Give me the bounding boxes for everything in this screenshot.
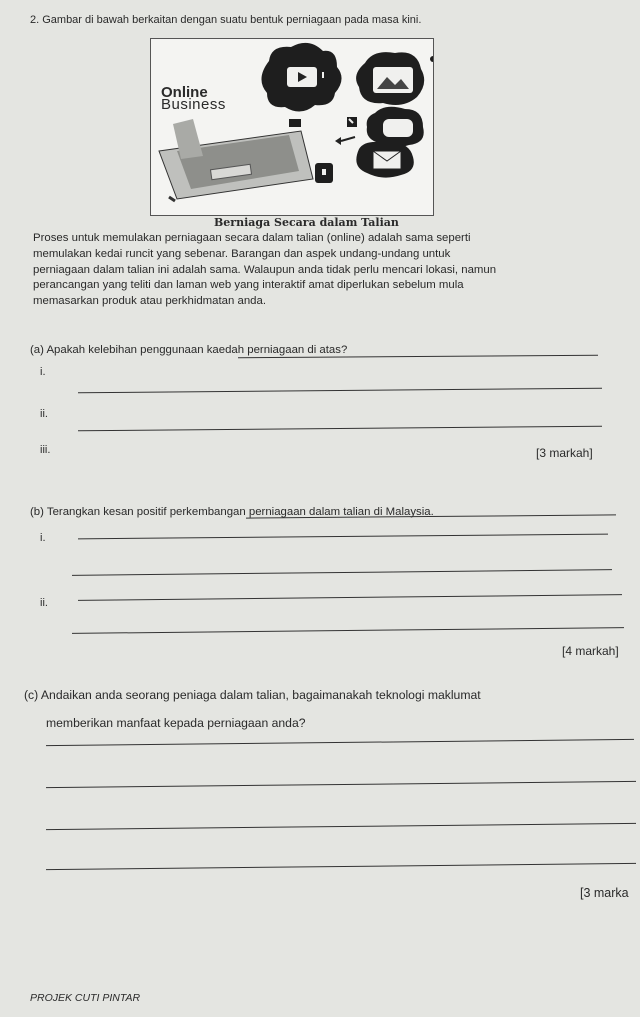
marks-b: [4 markah] [562,644,619,658]
answer-line[interactable] [78,426,602,432]
footer-text: PROJEK CUTI PINTAR [30,992,141,1004]
marks-a: [3 markah] [536,446,593,460]
small-square-icon [289,119,301,127]
online-business-illustration [151,39,433,215]
answer-line[interactable] [78,594,622,601]
passage-line: Proses untuk memulakan perniagaan secara dalam talian (online) adalah sama seperti [33,232,471,244]
item-number: iii. [40,444,51,456]
question-c-line1: (c) Andaikan anda seorang peniaga dalam talian, bagaimanakah teknologi maklumat [24,688,481,702]
answer-line[interactable] [78,534,608,540]
question-a: (a) Apakah kelebihan penggunaan kaedah perniagaan di atas? [30,344,348,356]
item-number: i. [40,366,46,378]
question-b: (b) Terangkan kesan positif perkembangan perniagaan dalam talian di Malaysia. [30,506,434,518]
logo-online: Online [161,84,208,101]
answer-line[interactable] [46,823,636,830]
item-number: ii. [40,597,48,609]
question-c-line2: memberikan manfaat kepada perniagaan anda? [46,716,306,730]
answer-line[interactable] [46,863,636,870]
item-number: i. [40,532,46,544]
passage-line: memasarkan produk atau perkhidmatan anda. [33,295,267,308]
online-business-figure [150,38,434,216]
image-bubble-icon [356,52,424,105]
question-intro: 2. Gambar di bawah berkaitan dengan suatu bentuk perniagaan pada masa kini. [30,14,422,26]
mail-bubble-icon [356,142,413,178]
laptop-icon [159,119,313,201]
answer-line[interactable] [72,627,624,634]
answer-line[interactable] [46,739,634,746]
answer-line[interactable] [72,569,612,576]
passage-line: perniagaan dalam talian ini adalah sama. Walaupun anda tidak perlu mencari lokasi, namun [33,263,497,276]
arrow-icon [335,137,355,145]
figure-caption: Berniaga Secara dalam Talian [214,216,399,229]
answer-line[interactable] [78,388,602,394]
speech-bubble-icon [261,43,341,112]
passage [33,231,625,310]
passage-line: perancangan yang teliti dan laman web yang interaktif amat diperlukan sebelum mula [33,279,464,292]
lock-icon [315,163,333,183]
answer-line[interactable] [46,781,636,788]
item-number: ii. [40,408,48,420]
info-icon [318,70,328,80]
passage-line: memulakan kedai runcit yang sebenar. Barangan dan aspek undang-undang untuk [33,247,451,260]
logo-business: Business [161,96,226,113]
marks-c: [3 marka [580,886,629,900]
chat-bubble-icon [367,107,424,148]
